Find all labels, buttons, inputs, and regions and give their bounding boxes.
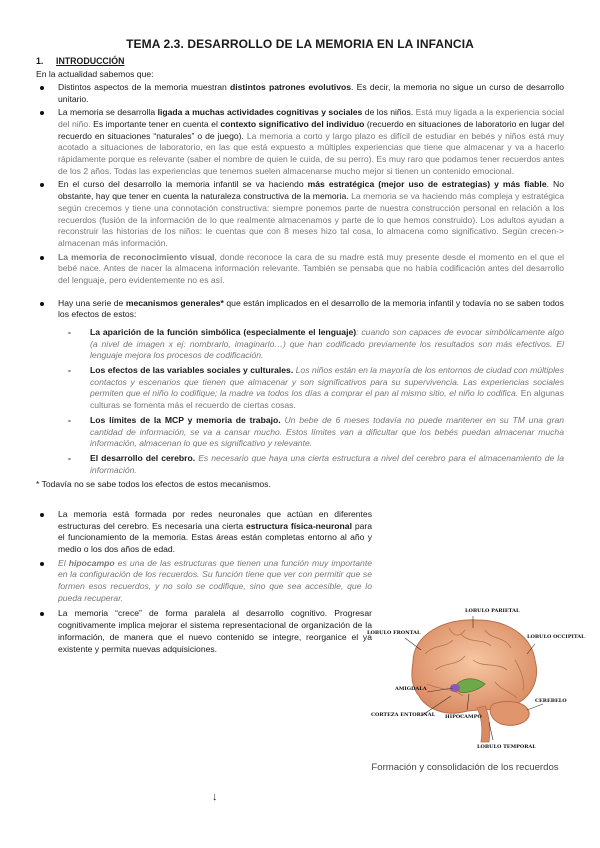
label-cerebelo: CEREBELO <box>535 698 567 704</box>
sub-list <box>58 327 564 476</box>
list-item: La memoria se desarrolla ligada a muchas actividades cognitivas y sociales de los niños. Está muy ligada a la experiencia social del niño. Es importante tener en cuenta el contexto significativo del individuo (recuerdo en situaciones de laboratorio en lugar del recuerdo en situaciones “naturales” o de juego). La memoria a corto y largo plazo es difícil de estudiar en bebés y niños está muy acotado a situaciones de laboratorio, en las que está expuesto a múltiples experiencias que tiene que almacenar y va a hacerlo rápidamente porque es relevante (saber el nombre de quien le cuida, de su perro). Es muy raro que podamos tener recuerdos antes de los 2 años. Todas las experiencias que tenemos suelen almacenarse mucho mejor si tienen un contenido emocional. <box>36 107 564 177</box>
main-list <box>36 82 564 287</box>
list-item: La memoria “crece” de forma paralela al desarrollo cognitivo. Progresar cognitivamente implica mejorar el sistema representacional de organización de la información, de manera que el nuevo contenido se integre, reorganice el ya existente y permita nuevas adquisiciones. <box>36 608 372 655</box>
cerebellum-shape <box>490 702 529 726</box>
list-item: Distintos aspectos de la memoria muestran distintos patrones evolutivos. Es decir, la memoria no sigue un curso de desarrollo unitario. <box>36 82 564 105</box>
label-parietal: LOBULO PARIETAL <box>465 608 520 614</box>
list-item: Hay una serie de mecanismos generales* que están implicados en el desarrollo de la memoria infantil y todavía no se saben todos los efectos de estos: - La aparición de la función simbólica (especialmente el lenguaje): cuando son capaces de evocar simbólicamente algo (a nivel de imagen x ej: nombrarlo, imaginarlo…) que han codificado previamente los resultados son más efectivos. El lenguaje mejora los procesos de codificación. - Los efectos de las variables sociales y culturales. Los niños están en la mayoría de los entornos de ciudad con múltiples contactos y escenarios que tienen que almacenar y son significativos para su supervivencia. Las experiencias sociales permiten que el niño lo codifique; la madre va todos los días a comprar el pan al mismo sitio, el niño lo codifica. En algunas culturas se fomenta más el recuerdo de ciertas cosas. - Los límites de la MCP y memoria de trabajo. Un bebe de 6 meses todavía no puede mantener en su TM una gran cantidad de información, se va a cansar mucho. Estos límites van a dificultar que los bebés puedan almacenar mucha información, almacenan lo que es significativo y relevante. - El desarrollo del cerebro. Es necesario que haya una cierta estructura a nivel del cerebro para el almacenamiento de la información. <box>36 298 564 477</box>
label-amigdala: AMIGDALA <box>395 686 427 692</box>
page-title: TEMA 2.3. DESARROLLO DE LA MEMORIA EN LA INFANCIA <box>126 37 474 51</box>
down-arrow-icon: ↓ <box>212 791 218 803</box>
brain-figure <box>365 604 585 774</box>
list-item: La memoria de reconocimiento visual, donde reconoce la cara de su madre está muy presente desde el momento en el que el bebé nace. Antes de nacer la almacena información relevante. También se pensaba que no había codificación antes del desarrollo del lenguaje, pero evidentemente no es así. <box>36 252 564 287</box>
label-temporal: LOBULO TEMPORAL <box>477 744 536 750</box>
section-number: 1. <box>36 56 44 67</box>
sub-list-item: - La aparición de la función simbólica (especialmente el lenguaje): cuando son capaces de evocar simbólicamente algo (a nivel de imagen x ej: nombrarlo, imaginarlo…) que han codificado previamente los resultados son más efectivos. El lenguaje mejora los procesos de codificación. <box>58 327 564 362</box>
section-title: INTRODUCCIÓN <box>56 56 125 67</box>
mechanisms-list <box>36 298 564 477</box>
label-corteza: CORTEZA ENTORINAL <box>371 712 436 718</box>
list-item: En el curso del desarrollo la memoria infantil se va haciendo más estratégica (mejor uso de estrategias) y más fiable. No obstante, hay que tener en cuenta la naturaleza constructiva de la memoria. La memoria se va haciendo más compleja y estratégica según crecemos y tiene una connotación constructiva: siempre ponemos parte de nuestra construcción personal en relación a los recuerdos (fusión de la información de lo que realmente almacenamos y parte de lo que hemos construido). Los adultos ayudan a reconstruir las historias de los niños: le cuentas que con 8 meses hizo tal cosa, lo almacena como significativo. Según crecen-> almacenan más información. <box>36 179 564 249</box>
footnote: * Todavía no se sabe todos los efectos de estos mecanismos. <box>36 479 271 490</box>
label-frontal: LOBULO FRONTAL <box>367 630 421 636</box>
list-item: La memoria está formada por redes neuronales que actúan en diferentes estructuras del cerebro. Es necesaria una cierta estructura física-neuronal para el funcionamiento de la memoria. Estas áreas están completas entorno al año y medio o los dos años de edad. <box>36 509 372 556</box>
list-item: El hipocampo es una de las estructuras que tienen una función muy importante en la configuración de los recuerdos. Su función tiene que ver con permitir que se formen esos recuerdos, y no solo se codifique, sino que sea accesible, que lo pueda recuperar. <box>36 558 372 605</box>
sub-list-item: - Los efectos de las variables sociales y culturales. Los niños están en la mayoría de los entornos de ciudad con múltiples contactos y escenarios que tienen que almacenar y son significativos para su supervivencia. Las experiencias sociales permiten que el niño lo codifique; la madre va todos los días a comprar el pan al mismo sitio, el niño lo codifica. En algunas culturas se fomenta más el recuerdo de ciertas cosas. <box>58 365 564 412</box>
page <box>36 36 564 657</box>
sub-list-item: - El desarrollo del cerebro. Es necesario que haya una cierta estructura a nivel del cerebro para el almacenamiento de la información. <box>58 453 564 476</box>
label-occipital: LOBULO OCCIPITAL <box>527 634 585 640</box>
intro-text: En la actualidad sabemos que: <box>36 69 154 80</box>
sub-list-item: - Los límites de la MCP y memoria de trabajo. Un bebe de 6 meses todavía no puede mantener en su TM una gran cantidad de información, se va a cansar mucho. Estos límites van a dificultar que los bebés puedan almacenar mucha información, almacenan lo que es significativo y relevante. <box>58 415 564 450</box>
figure-caption: Formación y consolidación de los recuerdos <box>371 761 559 773</box>
brain-diagram <box>365 604 585 756</box>
brain-shape <box>412 620 537 713</box>
brain-list <box>36 509 372 655</box>
brainstem-shape <box>477 706 490 742</box>
label-hipocampo: HIPOCAMPO <box>445 714 482 720</box>
section-heading <box>36 56 564 68</box>
